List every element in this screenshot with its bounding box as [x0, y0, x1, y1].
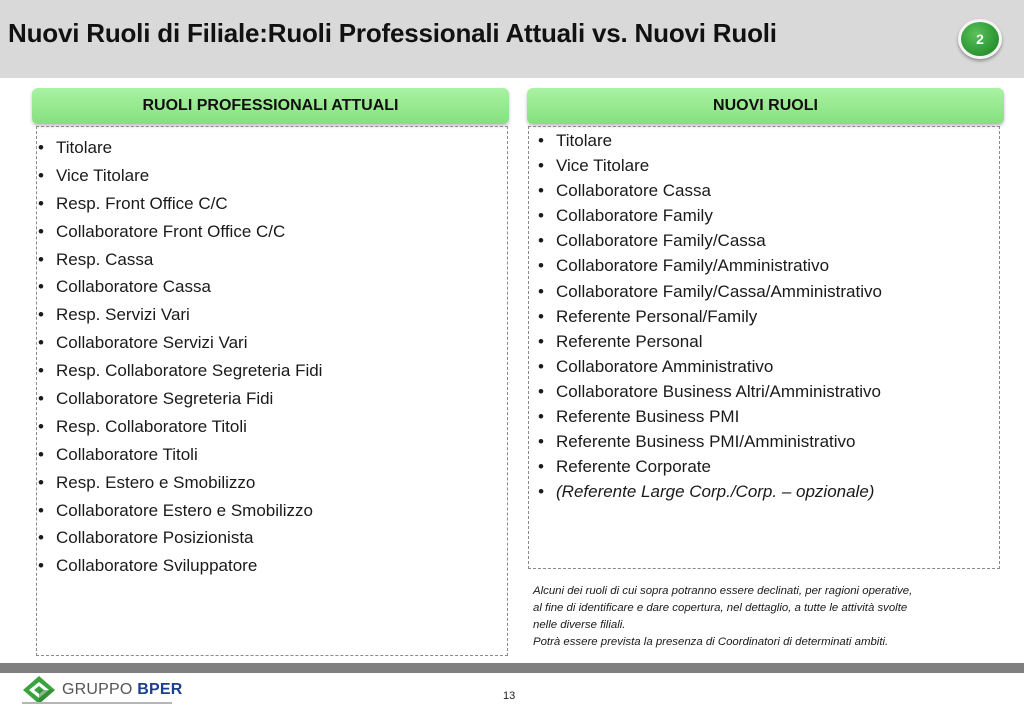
- list-item: • Collaboratore Front Office C/C: [36, 218, 322, 246]
- list-item: • Collaboratore Estero e Smobilizzo: [36, 497, 322, 525]
- list-item: • Titolare: [36, 134, 322, 162]
- list-item: • Vice Titolare: [536, 153, 882, 178]
- list-item: • Resp. Front Office C/C: [36, 190, 322, 218]
- footnote-line: Potrà essere prevista la presenza di Coordinatori di determinati ambiti.: [533, 636, 889, 648]
- footnote-line: nelle diverse filiali.: [533, 619, 626, 631]
- list-item: • Resp. Estero e Smobilizzo: [36, 469, 322, 497]
- list-item: • Collaboratore Business Altri/Amministrativo: [536, 379, 882, 404]
- slide-badge: 2: [958, 19, 1002, 59]
- page-number: 13: [503, 690, 516, 702]
- footer-bar: [0, 663, 1024, 673]
- list-item: • Collaboratore Segreteria Fidi: [36, 385, 322, 413]
- list-item: • Referente Personal: [536, 329, 882, 354]
- list-item: • Collaboratore Family: [536, 203, 882, 228]
- new-roles-header: NUOVI RUOLI: [527, 88, 1004, 124]
- list-item: • Collaboratore Sviluppatore: [36, 552, 322, 580]
- list-item: • Titolare: [536, 128, 882, 153]
- list-item: • Collaboratore Family/Amministrativo: [536, 253, 882, 278]
- footnote-line: Alcuni dei ruoli di cui sopra potranno essere declinati, per ragioni operative,: [533, 585, 913, 597]
- list-item: • Referente Business PMI/Amministrativo: [536, 429, 882, 454]
- list-item: • Vice Titolare: [36, 162, 322, 190]
- list-item: • Collaboratore Servizi Vari: [36, 329, 322, 357]
- current-roles-header: RUOLI PROFESSIONALI ATTUALI: [32, 88, 509, 124]
- list-item: • Collaboratore Cassa: [536, 178, 882, 203]
- list-item: • Collaboratore Family/Cassa/Amministrativo: [536, 279, 882, 304]
- list-item: • Resp. Cassa: [36, 246, 322, 274]
- new-roles-list: [536, 128, 882, 504]
- logo-underline: [22, 702, 172, 704]
- list-item: • Resp. Servizi Vari: [36, 301, 322, 329]
- list-item: • Referente Corporate: [536, 454, 882, 479]
- list-item: • Collaboratore Cassa: [36, 273, 322, 301]
- list-item: • Resp. Collaboratore Titoli: [36, 413, 322, 441]
- footnote: [533, 583, 993, 651]
- logo-word-group: GRUPPO: [62, 681, 138, 698]
- logo-text: [62, 681, 182, 699]
- list-item: • Collaboratore Amministrativo: [536, 354, 882, 379]
- current-roles-list: [36, 134, 322, 580]
- company-logo: [22, 675, 182, 705]
- list-item: • Collaboratore Family/Cassa: [536, 228, 882, 253]
- list-item-optional: • (Referente Large Corp./Corp. – opzionale): [536, 479, 882, 504]
- list-item: • Referente Personal/Family: [536, 304, 882, 329]
- list-item: • Resp. Collaboratore Segreteria Fidi: [36, 357, 322, 385]
- logo-word-bper: BPER: [137, 681, 183, 698]
- bper-logo-icon: [22, 675, 56, 705]
- list-item: • Referente Business PMI: [536, 404, 882, 429]
- footnote-line: al fine di identificare e dare copertura, nel dettaglio, a tutte le attività svolte: [533, 602, 908, 614]
- page-title: Nuovi Ruoli di Filiale:Ruoli Professionali Attuali vs. Nuovi Ruoli: [8, 18, 777, 48]
- list-item: • Collaboratore Posizionista: [36, 524, 322, 552]
- list-item: • Collaboratore Titoli: [36, 441, 322, 469]
